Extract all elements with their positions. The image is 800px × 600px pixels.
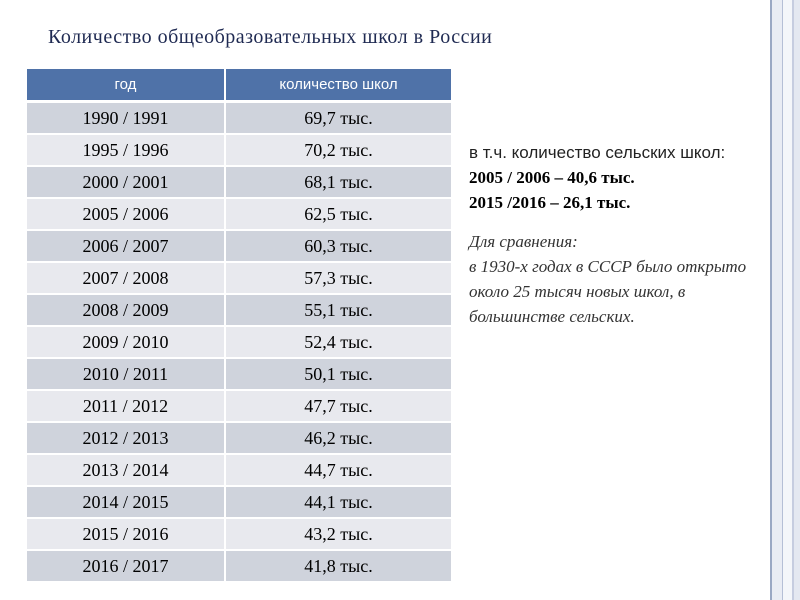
cell-count: 44,1 тыс. <box>225 486 451 518</box>
cell-count: 69,7 тыс. <box>225 102 451 135</box>
column-header-year: год <box>27 69 225 102</box>
cell-count: 44,7 тыс. <box>225 454 451 486</box>
table-row <box>27 454 451 486</box>
cell-year: 2011 / 2012 <box>27 390 225 422</box>
table-row <box>27 358 451 390</box>
table-row <box>27 390 451 422</box>
cell-year: 2014 / 2015 <box>27 486 225 518</box>
column-header-count: количество школ <box>225 69 451 102</box>
cell-year: 1995 / 1996 <box>27 134 225 166</box>
cell-year: 2009 / 2010 <box>27 326 225 358</box>
table-row <box>27 262 451 294</box>
cell-year: 2005 / 2006 <box>27 198 225 230</box>
table-row <box>27 550 451 582</box>
cell-count: 41,8 тыс. <box>225 550 451 582</box>
decorative-border <box>764 0 800 600</box>
cell-count: 60,3 тыс. <box>225 230 451 262</box>
table-row <box>27 134 451 166</box>
side-notes <box>469 140 759 329</box>
cell-count: 50,1 тыс. <box>225 358 451 390</box>
cell-year: 1990 / 1991 <box>27 102 225 135</box>
cell-year: 2000 / 2001 <box>27 166 225 198</box>
cell-count: 47,7 тыс. <box>225 390 451 422</box>
rural-schools-label: в т.ч. количество сельских школ: <box>469 143 726 162</box>
cell-year: 2010 / 2011 <box>27 358 225 390</box>
table-row <box>27 518 451 550</box>
cell-count: 57,3 тыс. <box>225 262 451 294</box>
cell-count: 52,4 тыс. <box>225 326 451 358</box>
table-row <box>27 294 451 326</box>
table-row <box>27 166 451 198</box>
rural-schools-value: 2005 / 2006 – 40,6 тыс. <box>469 168 635 187</box>
cell-year: 2013 / 2014 <box>27 454 225 486</box>
table-row <box>27 422 451 454</box>
cell-count: 46,2 тыс. <box>225 422 451 454</box>
cell-count: 68,1 тыс. <box>225 166 451 198</box>
schools-table <box>27 69 451 583</box>
table-body <box>27 102 451 583</box>
table-row <box>27 198 451 230</box>
cell-year: 2016 / 2017 <box>27 550 225 582</box>
cell-count: 43,2 тыс. <box>225 518 451 550</box>
table-row <box>27 486 451 518</box>
table-row <box>27 230 451 262</box>
cell-count: 70,2 тыс. <box>225 134 451 166</box>
cell-year: 2006 / 2007 <box>27 230 225 262</box>
table-header-row <box>27 69 451 102</box>
cell-year: 2012 / 2013 <box>27 422 225 454</box>
table-row <box>27 326 451 358</box>
comparison-note: Для сравнения: в 1930-х годах в СССР было открыто около 25 тысяч новых школ, в большинстве сельских. <box>469 232 747 326</box>
cell-year: 2008 / 2009 <box>27 294 225 326</box>
cell-year: 2015 / 2016 <box>27 518 225 550</box>
cell-year: 2007 / 2008 <box>27 262 225 294</box>
cell-count: 55,1 тыс. <box>225 294 451 326</box>
cell-count: 62,5 тыс. <box>225 198 451 230</box>
rural-schools-value: 2015 /2016 – 26,1 тыс. <box>469 193 631 212</box>
page-title: Количество общеобразовательных школ в России <box>48 26 493 48</box>
table-row <box>27 102 451 135</box>
